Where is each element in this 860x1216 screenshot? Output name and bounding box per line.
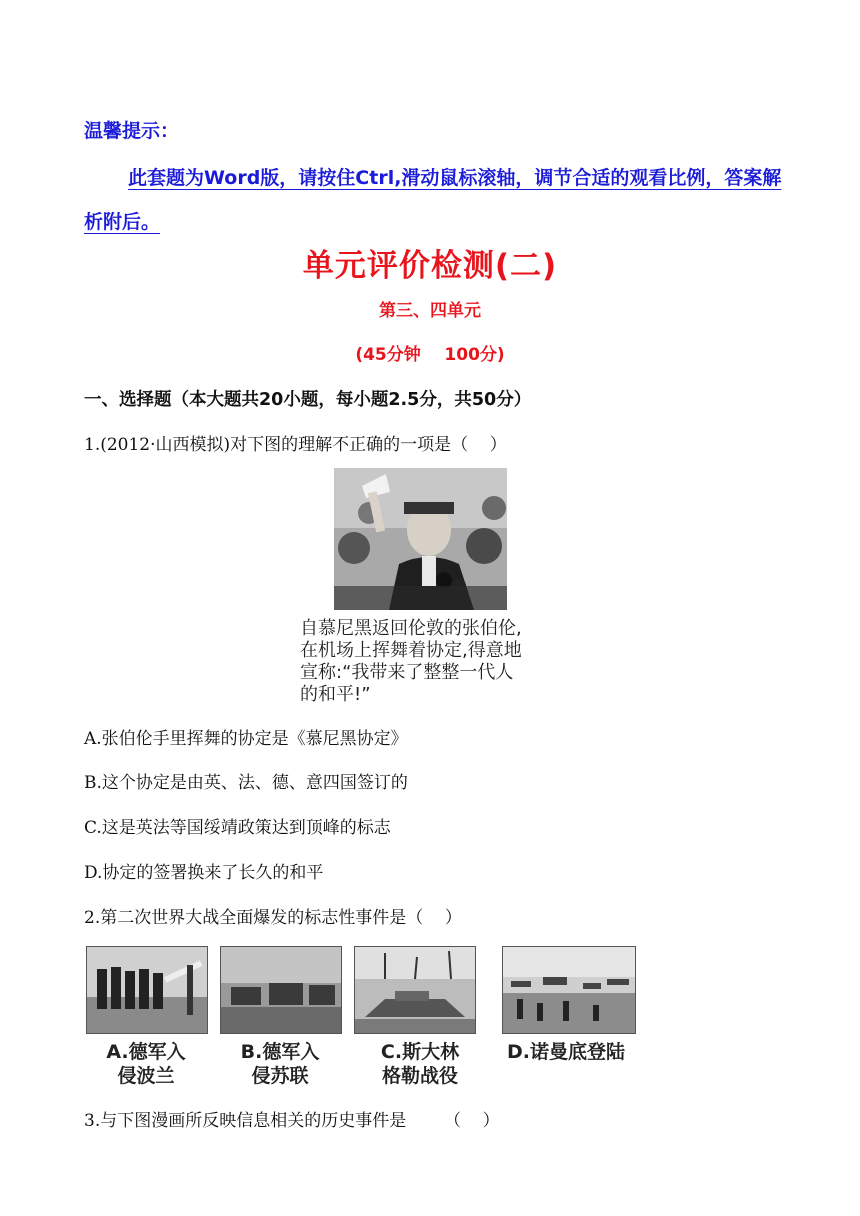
option-b-label-line: B.德军入 xyxy=(240,1041,320,1063)
chamberlain-photo xyxy=(334,468,507,610)
document-title: 单元评价检测(二) xyxy=(302,248,558,284)
landing-photo-art xyxy=(503,947,635,1033)
question-1-option-c: C.这是英法等国绥靖政策达到顶峰的标志 xyxy=(84,818,391,838)
option-b-label-line: 侵苏联 xyxy=(251,1065,309,1087)
caption-line: 在机场上挥舞着协定,得意地 xyxy=(300,640,522,661)
question-1-option-a: A.张伯伦手里挥舞的协定是《慕尼黑协定》 xyxy=(84,729,408,749)
option-c-label-line: C.斯大林 xyxy=(380,1041,460,1063)
option-b-label xyxy=(210,1040,350,1088)
question-2-stem: 2.第二次世界大战全面爆发的标志性事件是（ ） xyxy=(84,908,462,928)
option-d-label-line: D.诺曼底登陆 xyxy=(507,1041,625,1063)
option-c-photo xyxy=(354,946,476,1034)
soldiers-photo-art xyxy=(87,947,207,1033)
option-b-photo xyxy=(220,946,342,1034)
option-a-label xyxy=(76,1040,216,1088)
tanks-photo-art xyxy=(221,947,341,1033)
question-1-stem: 1.(2012·山西模拟)对下图的理解不正确的一项是（ ） xyxy=(84,435,507,455)
document-subtitle: 第三、四单元 xyxy=(379,301,481,321)
notice-title: 温馨提示： xyxy=(84,120,180,142)
photo-caption xyxy=(300,618,580,706)
document-meta: (45分钟 100分) xyxy=(355,345,505,365)
notice-body: 此套题为Word版，请按住Ctrl,滑动鼠标滚轴，调节合适的观看比例，答案解析附后。 xyxy=(84,167,782,233)
chamberlain-photo-art xyxy=(334,468,507,610)
section-heading: 一、选择题（本大题共20小题，每小题2.5分，共50分） xyxy=(84,390,532,410)
question-3-stem: 3.与下图漫画所反映信息相关的历史事件是 （ ） xyxy=(84,1111,500,1131)
option-a-photo xyxy=(86,946,208,1034)
option-c-label-line: 格勒战役 xyxy=(381,1065,458,1087)
question-1-option-d: D.协定的签署换来了长久的和平 xyxy=(84,863,324,883)
option-d-label xyxy=(496,1040,636,1064)
caption-line: 宣称:“我带来了整整一代人 xyxy=(300,662,514,683)
option-a-label-line: A.德军入 xyxy=(106,1041,186,1063)
caption-line: 自慕尼黑返回伦敦的张伯伦, xyxy=(300,618,522,639)
question-1-option-b: B.这个协定是由英、法、德、意四国签订的 xyxy=(84,773,408,793)
option-c-label xyxy=(350,1040,490,1088)
battlefield-photo-art xyxy=(355,947,476,1033)
option-d-photo xyxy=(502,946,636,1034)
caption-line: 的和平!” xyxy=(300,684,371,705)
option-a-label-line: 侵波兰 xyxy=(117,1065,175,1087)
